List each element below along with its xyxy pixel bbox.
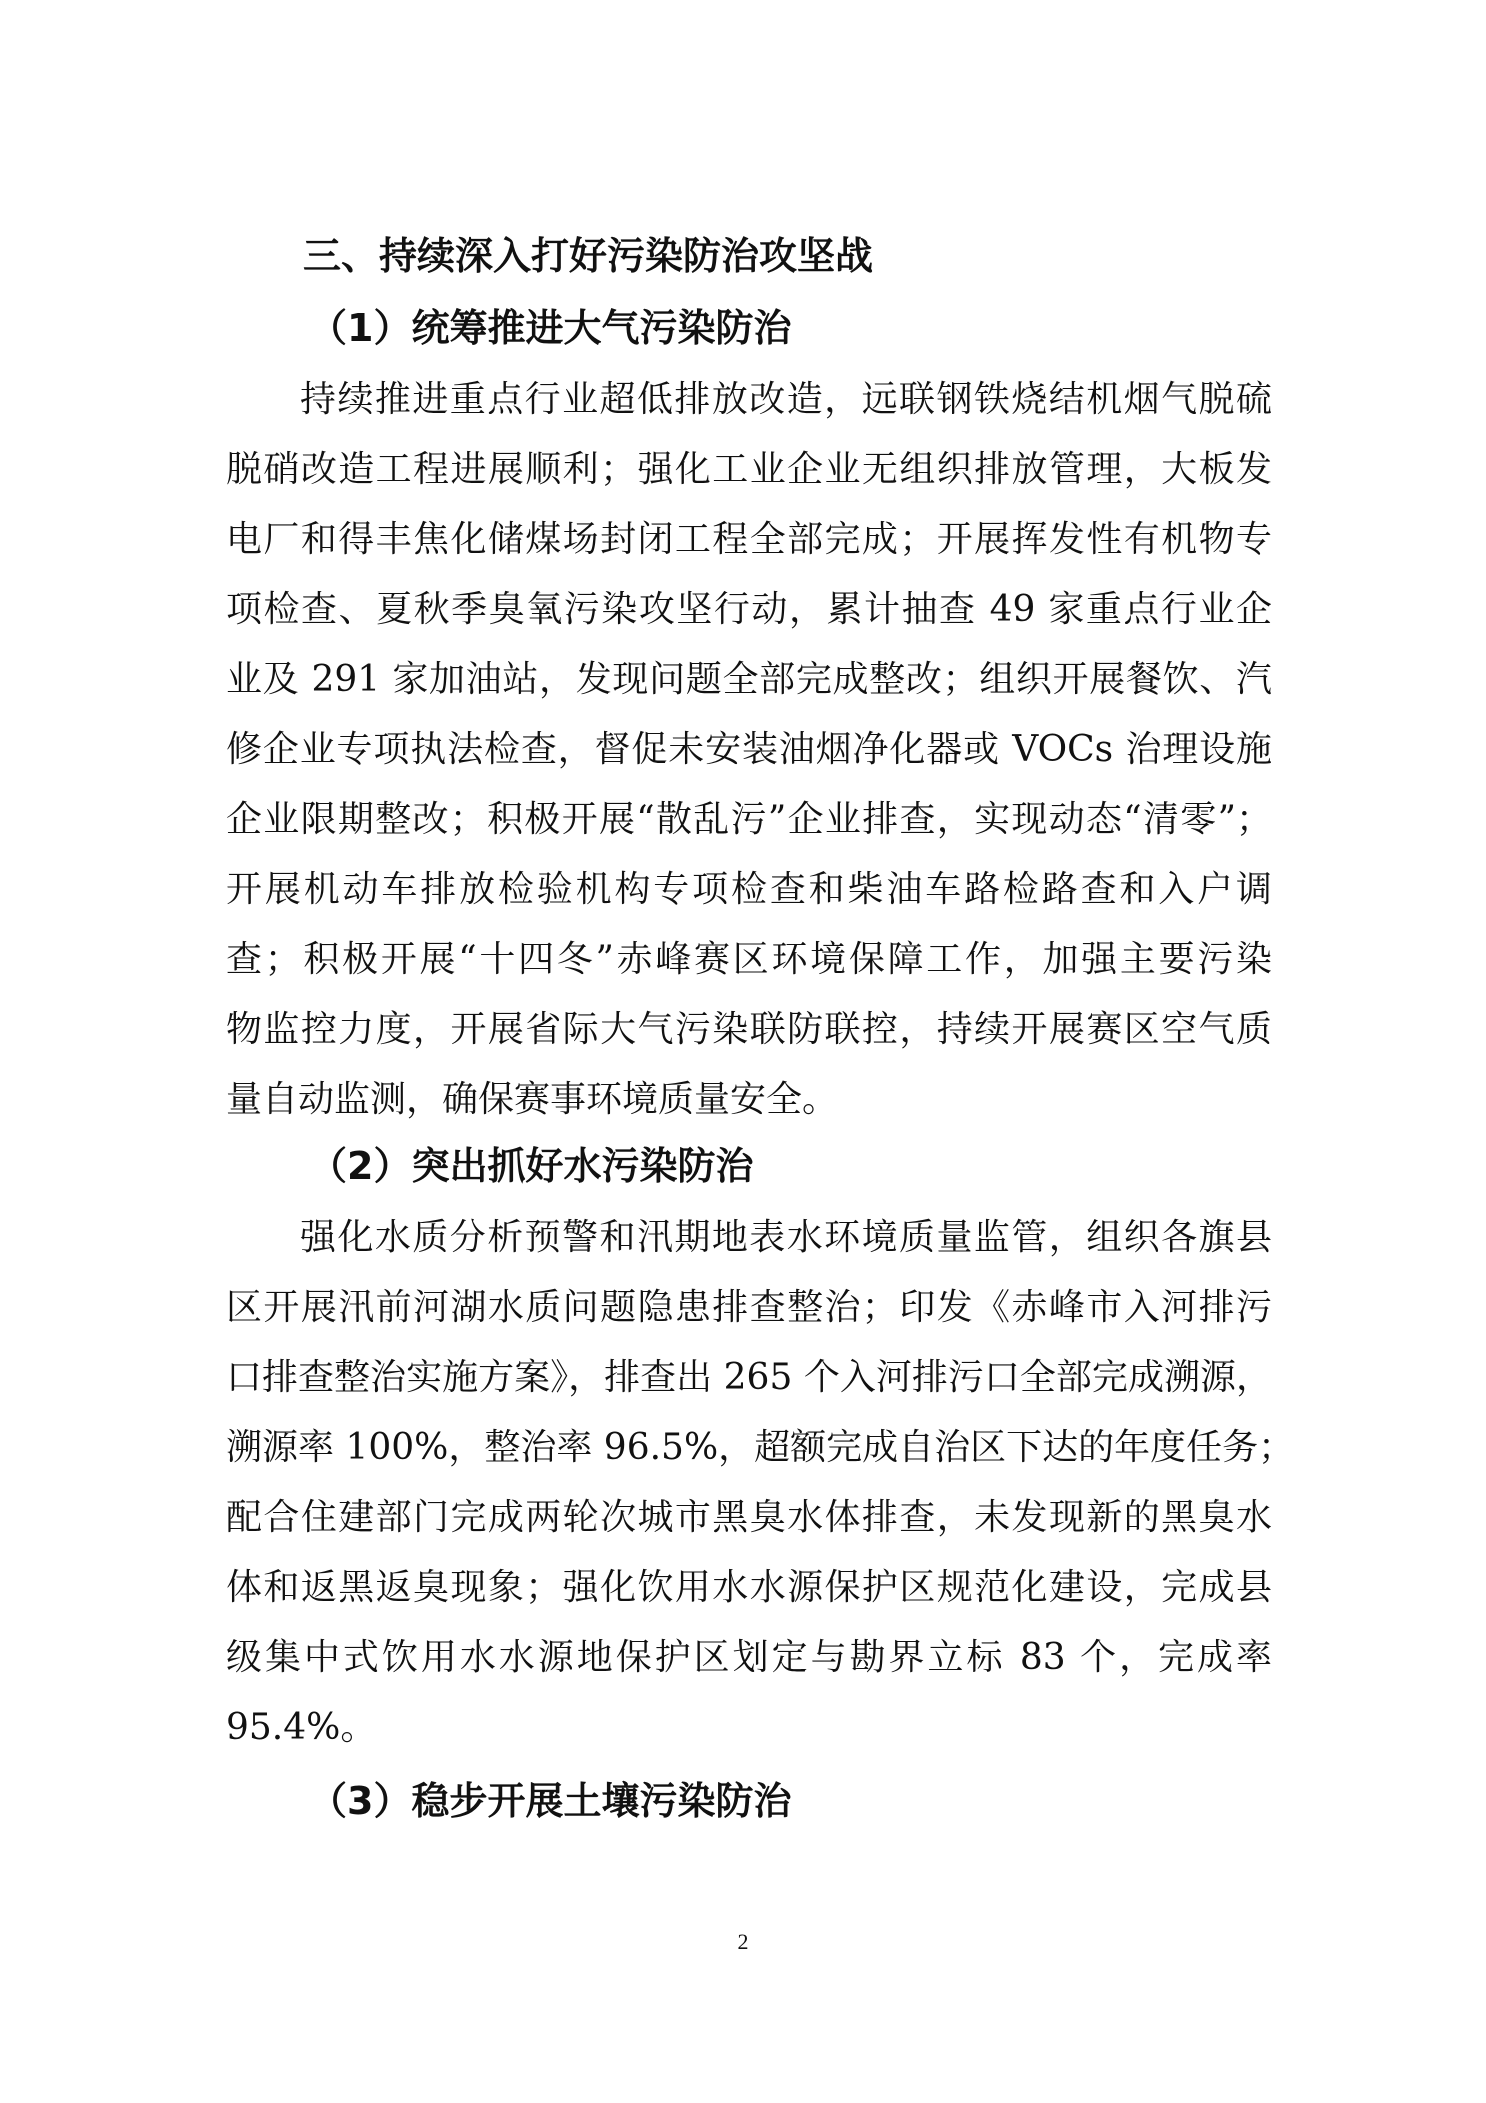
paragraph-line: 溯源率 100%，整治率 96.5%，超额完成自治区下达的年度任务；	[226, 1427, 1295, 1468]
paragraph-line: 级集中式饮用水水源地保护区划定与勘界立标 83 个，完成率	[226, 1637, 1272, 1678]
paragraph-line: 95.4%。	[226, 1707, 377, 1748]
paragraph-line: 物监控力度，开展省际大气污染联防联控，持续开展赛区空气质	[226, 1009, 1272, 1050]
paragraph-line: 持续推进重点行业超低排放改造，远联钢铁烧结机烟气脱硫	[300, 379, 1272, 420]
air-pollution-heading: （1）统筹推进大气污染防治	[309, 306, 792, 350]
paragraph-line: 修企业专项执法检查，督促未安装油烟净化器或 VOCs 治理设施	[226, 729, 1272, 770]
paragraph-line: 查；积极开展“十四冬”赤峰赛区环境保障工作，加强主要污染	[226, 939, 1272, 980]
paragraph-line: 企业限期整改；积极开展“散乱污”企业排查，实现动态“清零”；	[226, 799, 1272, 840]
page-number: 2	[737, 1929, 749, 1954]
paragraph-line: 体和返黑返臭现象；强化饮用水水源保护区规范化建设，完成县	[226, 1567, 1272, 1608]
paragraph-line: 强化水质分析预警和汛期地表水环境质量监管，组织各旗县	[300, 1217, 1272, 1258]
paragraph-line: 口排查整治实施方案》，排查出 265 个入河排污口全部完成溯源，	[226, 1357, 1272, 1398]
section-title: 三、持续深入打好污染防治攻坚战	[303, 234, 874, 278]
paragraph-line: 配合住建部门完成两轮次城市黑臭水体排查，未发现新的黑臭水	[226, 1497, 1272, 1538]
paragraph-line: 电厂和得丰焦化储煤场封闭工程全部完成；开展挥发性有机物专	[226, 519, 1272, 560]
paragraph-line: 开展机动车排放检验机构专项检查和柴油车路检路查和入户调	[226, 869, 1272, 910]
paragraph-line: 业及 291 家加油站，发现问题全部完成整改；组织开展餐饮、汽	[226, 659, 1272, 700]
paragraph-line: 脱硝改造工程进展顺利；强化工业企业无组织排放管理，大板发	[226, 449, 1272, 490]
water-pollution-heading: （2）突出抓好水污染防治	[309, 1144, 754, 1188]
paragraph-line: 量自动监测，确保赛事环境质量安全。	[226, 1079, 839, 1120]
paragraph-line: 区开展汛前河湖水质问题隐患排查整治；印发《赤峰市入河排污	[226, 1287, 1272, 1328]
soil-pollution-heading: （3）稳步开展土壤污染防治	[309, 1779, 792, 1823]
paragraph-line: 项检查、夏秋季臭氧污染攻坚行动，累计抽查 49 家重点行业企	[226, 589, 1272, 630]
